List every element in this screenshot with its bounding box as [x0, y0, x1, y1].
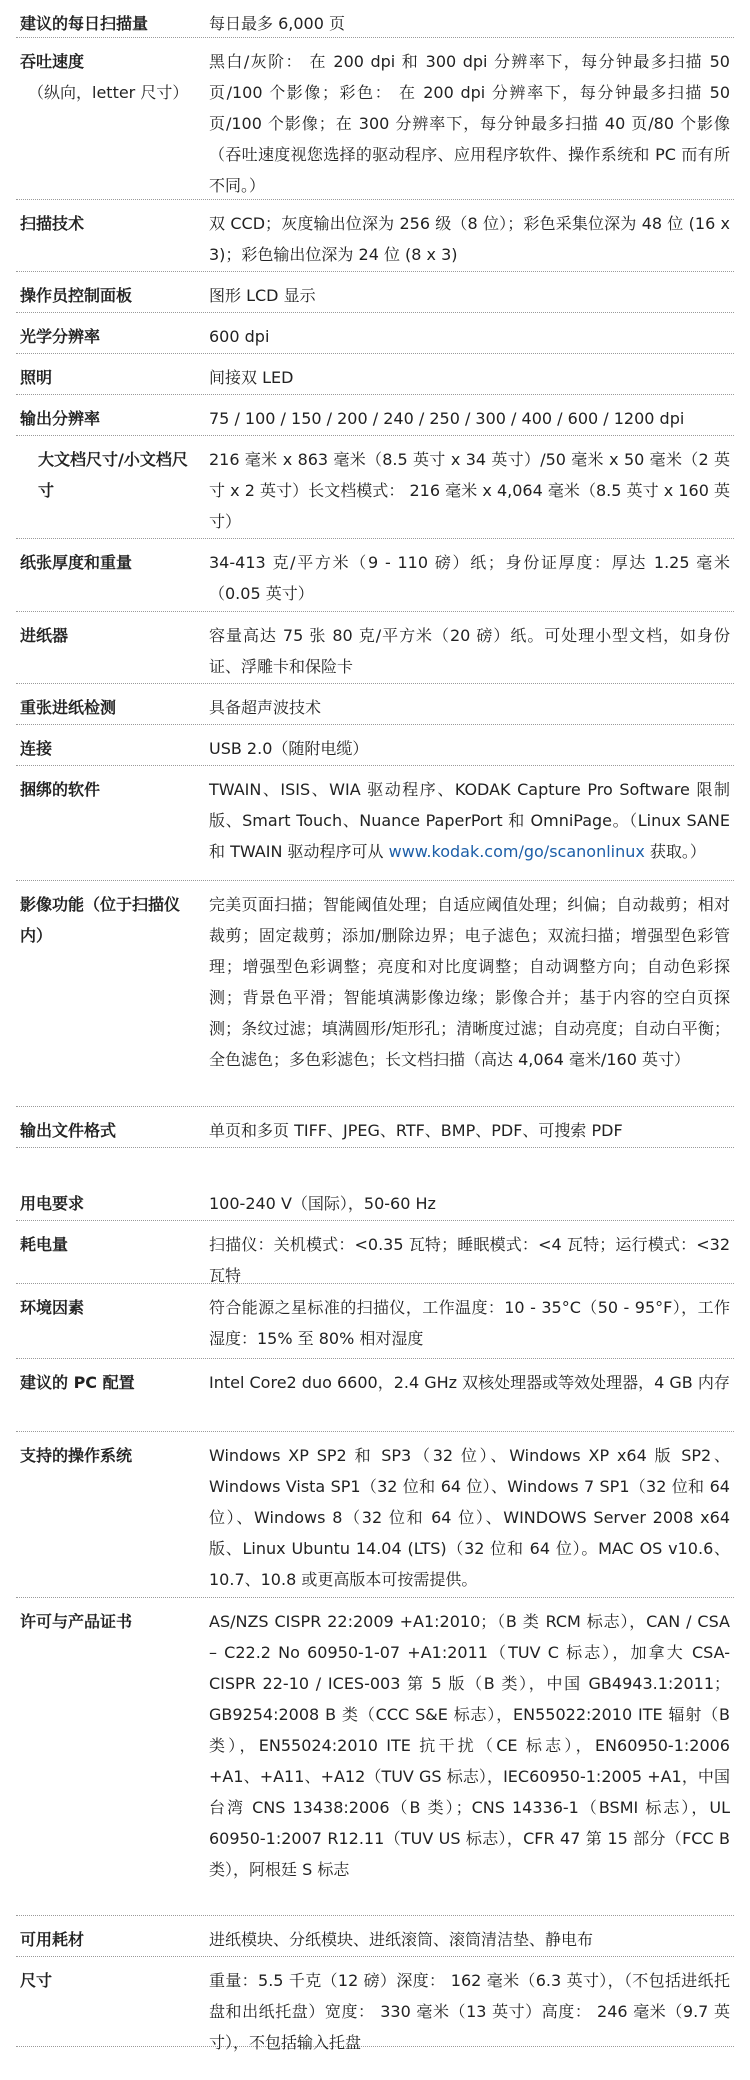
spec-value	[189, 272, 734, 312]
spec-row	[16, 612, 734, 684]
spec-label-text: 许可与产品证书	[20, 1612, 133, 1631]
spec-label	[16, 539, 189, 611]
spec-value	[189, 313, 734, 353]
spec-value-text: 600 dpi	[209, 327, 270, 346]
spec-value-text: 容量高达 75 张 80 克/平方米（20 磅）纸。可处理小型文档，如身份证、浮雕卡和保险卡	[209, 626, 730, 676]
spec-row	[16, 1957, 734, 2052]
spec-value	[189, 1359, 734, 1431]
spec-label	[16, 1916, 189, 1956]
spec-value-text: 具备超声波技术	[209, 698, 322, 717]
spec-label-text: 大文档尺寸/小文档尺寸	[38, 450, 188, 500]
spec-row	[16, 200, 734, 272]
spec-row	[16, 1180, 734, 1221]
spec-row	[16, 1598, 734, 1916]
spec-label	[16, 1221, 189, 1283]
spec-label	[16, 1359, 189, 1431]
spec-label-text: 可用耗材	[20, 1930, 85, 1949]
spec-label-text: 捆绑的软件	[20, 780, 101, 799]
spec-label-text: 重张进纸检测	[20, 698, 117, 717]
spec-value-text: Intel Core2 duo 6600，2.4 GHz 双核处理器或等效处理器，4 GB 内存	[209, 1373, 730, 1392]
spec-value-text: 34-413 克/平方米（9 - 110 磅）纸；身份证厚度：厚达 1.25 毫米（0.05 英寸）	[209, 553, 730, 603]
spec-value	[189, 1957, 734, 2052]
spec-value	[189, 436, 734, 538]
spec-value-text: TWAIN、ISIS、WIA 驱动程序、KODAK Capture Pro Software 限制版、Smart Touch、Nuance PaperPort 和 OmniPage。（Linux SANE 和 TWAIN 驱动程序可从	[209, 780, 730, 861]
spec-row	[16, 272, 734, 313]
spec-label-text: 输出分辨率	[20, 409, 101, 428]
spec-row	[16, 881, 734, 1107]
spec-label	[16, 684, 189, 724]
spec-label-text: 纸张厚度和重量	[20, 553, 133, 572]
spec-label	[16, 1107, 189, 1147]
spec-label-text: 影像功能（位于扫描仪内）	[20, 895, 181, 945]
spec-row	[16, 1916, 734, 1957]
spec-label-text: 用电要求	[20, 1194, 85, 1213]
spec-value-text: Windows XP SP2 和 SP3（32 位）、Windows XP x64 版 SP2、Windows Vista SP1（32 位和 64 位）、Windows 7 SP1（32 位和 64 位）、Windows 8（32 位和 64 位）、WINDOWS Server 2008 x64 版、Linux Ubuntu 14.04 (LTS)（32 位和 64 位）。MAC OS v10.6、10.7、10.8 或更高版本可按需提供。	[209, 1446, 730, 1589]
spec-label	[16, 881, 189, 1106]
spec-label-text: 建议的每日扫描量	[20, 14, 149, 33]
spec-value	[189, 0, 734, 37]
spec-value	[189, 395, 734, 435]
spec-label	[16, 1284, 189, 1358]
spec-label	[16, 1180, 189, 1220]
spec-value	[189, 1221, 734, 1283]
spec-label-text: 光学分辨率	[20, 327, 101, 346]
spec-value-text: 单页和多页 TIFF、JPEG、RTF、BMP、PDF、可搜索 PDF	[209, 1121, 623, 1140]
spec-row	[16, 313, 734, 354]
spec-value-text: AS/NZS CISPR 22:2009 +A1:2010；（B 类 RCM 标志），CAN / CSA – C22.2 No 60950-1-07 +A1:2011（TUV C 标志），加拿大 CSA-CISPR 22-10 / ICES-003 第 5 版（B 类），中国 GB4943.1:2011；GB9254:2008 B 类（CCC S&E 标志），EN55022:2010 ITE 辐射（B 类），EN55024:2010 ITE 抗干扰（CE 标志），EN60950-1:2006 +A1、+A11、+A12（TUV GS 标志），IEC60950-1:2005 +A1，中国台湾 CNS 13438:2006（B 类）；CNS 14336-1（BSMI 标志），UL 60950-1:2007 R12.11（TUV US 标志），CFR 47 第 15 部分（FCC B 类），阿根廷 S 标志	[209, 1612, 730, 1879]
scanonlinux-link[interactable]: www.kodak.com/go/scanonlinux	[388, 842, 645, 861]
spec-label	[16, 272, 189, 312]
spec-value-text: 75 / 100 / 150 / 200 / 240 / 250 / 300 / 400 / 600 / 1200 dpi	[209, 409, 685, 428]
spec-label-text: 扫描技术	[20, 214, 85, 233]
spec-label	[16, 395, 189, 435]
spec-table	[16, 0, 734, 2052]
spec-row	[16, 684, 734, 725]
spec-row	[16, 1221, 734, 1284]
spec-value-text-after: 获取。）	[644, 842, 706, 861]
spec-label	[16, 1598, 189, 1915]
spec-value-text: 黑白/灰阶： 在 200 dpi 和 300 dpi 分辨率下，每分钟最多扫描 50 页/100 个影像；彩色： 在 200 dpi 分辨率下，每分钟最多扫描 50 页/100 个影像；在 300 分辨率下，每分钟最多扫描 40 页/80 个影像（吞吐速度视您选择的驱动程序、应用程序软件、操作系统和 PC 而有所不同。）	[209, 52, 730, 195]
spec-value-text: 重量：5.5 千克（12 磅）深度： 162 毫米（6.3 英寸），（不包括进纸托盘和出纸托盘）宽度： 330 毫米（13 英寸）高度： 246 毫米（9.7 英寸），不包括输入托盘	[209, 1971, 730, 2052]
spec-row	[16, 354, 734, 395]
spec-label-text: 输出文件格式	[20, 1121, 117, 1140]
spec-label	[16, 200, 189, 271]
spec-label	[16, 1432, 189, 1597]
spec-value	[189, 1107, 734, 1147]
spec-value	[189, 881, 734, 1106]
spec-row	[16, 1432, 734, 1598]
spec-label	[16, 725, 189, 765]
spec-value-text: 216 毫米 x 863 毫米（8.5 英寸 x 34 英寸）/50 毫米 x 50 毫米（2 英寸 x 2 英寸）长文档模式： 216 毫米 x 4,064 毫米（8.5 英寸 x 160 英寸）	[209, 450, 730, 531]
spec-label	[16, 354, 189, 394]
spec-label-text: 支持的操作系统	[20, 1446, 133, 1465]
spec-value	[189, 38, 734, 199]
spec-label-text: 照明	[20, 368, 53, 387]
spec-label	[16, 612, 189, 683]
spec-value-text: 图形 LCD 显示	[209, 286, 316, 305]
spec-label-text: 尺寸	[20, 1971, 53, 1990]
spec-label-text: 连接	[20, 739, 53, 758]
spec-row	[16, 539, 734, 612]
spec-label	[16, 436, 189, 538]
spec-row	[16, 1107, 734, 1148]
spec-row	[16, 436, 734, 539]
spec-value-text: 完美页面扫描；智能阈值处理；自适应阈值处理；纠偏；自动裁剪；相对裁剪；固定裁剪；添加/删除边界；电子滤色；双流扫描；增强型色彩管理；增强型色彩调整；亮度和对比度调整；自动调整方向；自动色彩探测；背景色平滑；智能填满影像边缘；影像合并；基于内容的空白页探测；条纹过滤；填满圆形/矩形孔；清晰度过滤；自动亮度；自动白平衡；全色滤色；多色彩滤色；长文档扫描（高达 4,064 毫米/160 英寸）	[209, 895, 730, 1069]
spec-value	[189, 539, 734, 611]
spec-value	[189, 1598, 734, 1915]
spec-row	[16, 1284, 734, 1359]
spec-value	[189, 354, 734, 394]
spec-value-text: 扫描仪：关机模式：<0.35 瓦特；睡眠模式：<4 瓦特；运行模式：<32 瓦特	[209, 1235, 730, 1285]
spec-label-text: 吞吐速度	[20, 52, 85, 71]
spec-value-text: 符合能源之星标准的扫描仪，工作温度：10 - 35°C（50 - 95°F），工作湿度：15% 至 80% 相对湿度	[209, 1298, 730, 1348]
spec-value	[189, 725, 734, 765]
spec-value-text: USB 2.0（随附电缆）	[209, 739, 369, 758]
spec-row	[16, 395, 734, 436]
spec-value-text: 间接双 LED	[209, 368, 294, 387]
spec-label	[16, 1957, 189, 2046]
spec-row	[16, 766, 734, 881]
spec-row	[16, 0, 734, 38]
spec-value-text: 进纸模块、分纸模块、进纸滚筒、滚筒清洁垫、静电布	[209, 1930, 594, 1949]
spec-value-text: 双 CCD；灰度输出位深为 256 级（8 位）；彩色采集位深为 48 位 (16 x 3)；彩色输出位深为 24 位 (8 x 3)	[209, 214, 730, 264]
spec-label	[16, 313, 189, 353]
spec-row	[16, 38, 734, 200]
spec-row	[16, 725, 734, 766]
spec-label	[16, 38, 189, 199]
spec-value-text: 100-240 V（国际），50-60 Hz	[209, 1194, 436, 1213]
spec-value	[189, 766, 734, 880]
spec-value	[189, 612, 734, 683]
spec-value	[189, 1284, 734, 1358]
spec-label-text: 操作员控制面板	[20, 286, 133, 305]
spec-label	[16, 766, 189, 880]
spec-value	[189, 684, 734, 724]
spec-value	[189, 1916, 734, 1956]
spec-label-text: 进纸器	[20, 626, 69, 645]
spec-label-text: 环境因素	[20, 1298, 85, 1317]
spec-value	[189, 200, 734, 271]
spec-row	[16, 1359, 734, 1432]
spec-value-text: 每日最多 6,000 页	[209, 14, 345, 33]
spec-label-sub: （纵向，letter 尺寸）	[28, 83, 189, 102]
spec-label	[16, 0, 189, 37]
spec-label-text: 耗电量	[20, 1235, 69, 1254]
spec-value	[189, 1432, 734, 1597]
spec-label-text: 建议的 PC 配置	[20, 1373, 135, 1392]
spec-value	[189, 1180, 734, 1220]
